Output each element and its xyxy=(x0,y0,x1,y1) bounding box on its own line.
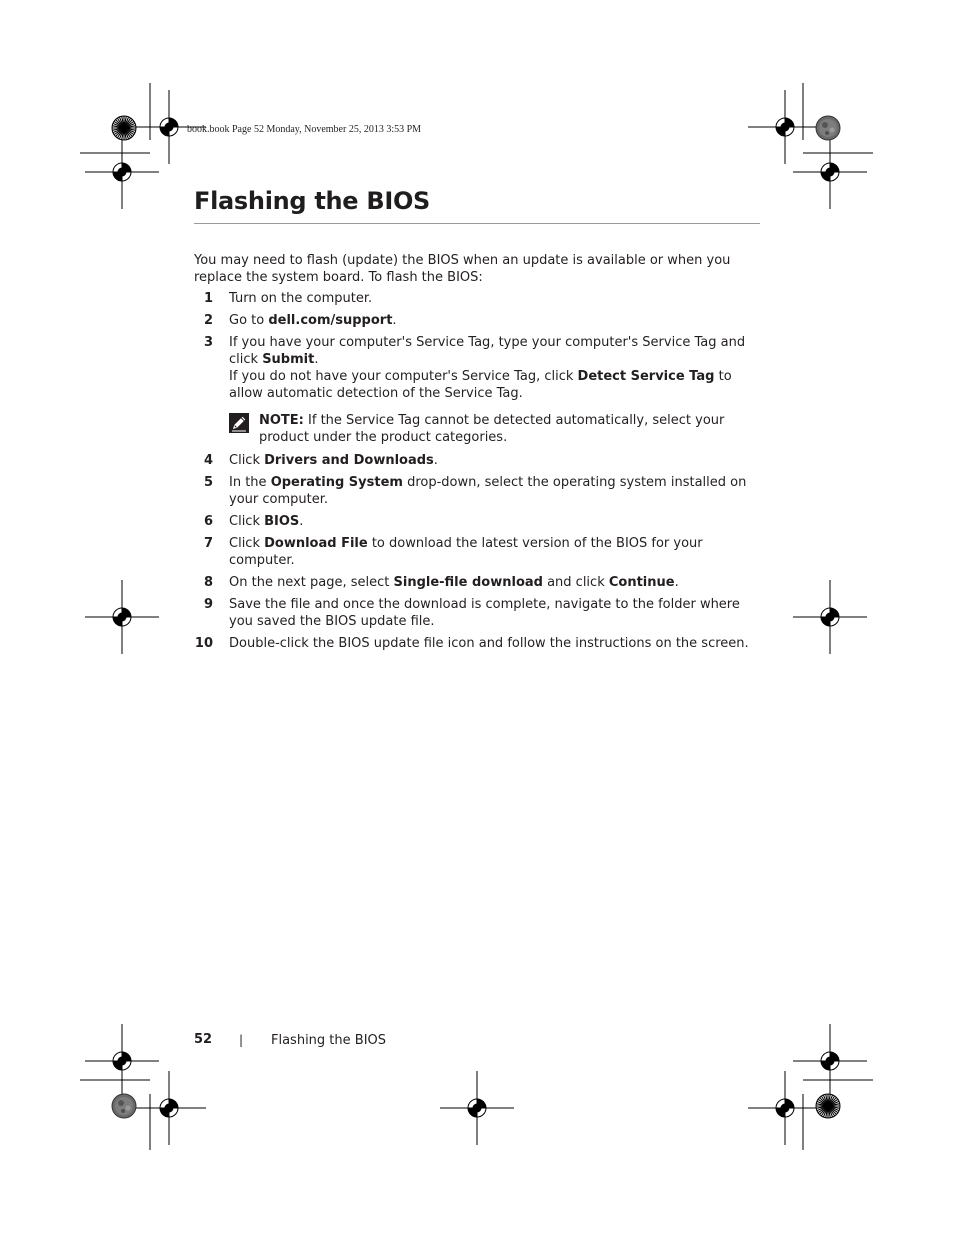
support-url: dell.com/support xyxy=(268,313,393,328)
step-number: 9 xyxy=(203,597,213,612)
step-6 xyxy=(194,513,762,530)
step-9 xyxy=(194,596,762,630)
step-3-subtext: If you do not have your computer's Service Tag, click Detect Service Tag to allow automatic detection of the Service Tag. xyxy=(229,369,732,401)
step-text: Go to dell.com/support. xyxy=(229,313,397,328)
step-number: 2 xyxy=(203,313,213,328)
step-text: Double-click the BIOS update file icon and follow the instructions on the screen. xyxy=(229,636,749,651)
step-text: Save the file and once the download is complete, navigate to the folder where you saved the BIOS update file. xyxy=(229,597,740,629)
step-text: In the Operating System drop-down, select the operating system installed on your computer. xyxy=(229,475,747,507)
step-8 xyxy=(194,574,762,591)
footer-section-title: Flashing the BIOS xyxy=(271,1033,387,1048)
step-text: Click BIOS. xyxy=(229,514,304,529)
operating-system-label: Operating System xyxy=(270,475,403,490)
step-number: 3 xyxy=(203,335,213,350)
step-10 xyxy=(194,635,762,652)
step-text: Click Download File to download the latest version of the BIOS for your computer. xyxy=(229,536,703,568)
intro-paragraph: You may need to flash (update) the BIOS when an update is available or when you replace the system board. To flash the BIOS: xyxy=(194,253,731,285)
note-label: NOTE: xyxy=(259,413,304,428)
step-7 xyxy=(194,535,762,569)
continue-label: Continue xyxy=(608,575,675,590)
bios-label: BIOS xyxy=(264,514,300,529)
page-title: Flashing the BIOS xyxy=(194,187,431,215)
step-4 xyxy=(194,452,762,469)
step-text: Click Drivers and Downloads. xyxy=(229,453,438,468)
step-text: Turn on the computer. xyxy=(229,291,373,306)
step-5 xyxy=(194,474,762,508)
document-body xyxy=(194,252,762,657)
note-block xyxy=(229,412,762,446)
page-number: 52 xyxy=(194,1032,213,1047)
step-1 xyxy=(194,290,762,307)
step-3 xyxy=(194,334,762,446)
drivers-downloads-label: Drivers and Downloads xyxy=(264,453,434,468)
download-file-label: Download File xyxy=(264,536,368,551)
step-text: On the next page, select Single-file download and click Continue. xyxy=(229,575,679,590)
detect-service-tag-label: Detect Service Tag xyxy=(577,369,715,384)
print-header-line: book.book Page 52 Monday, November 25, 2013 3:53 PM xyxy=(187,124,422,135)
step-number: 7 xyxy=(203,536,213,551)
submit-label: Submit xyxy=(262,352,315,367)
step-number: 4 xyxy=(203,453,213,468)
single-file-download-label: Single-file download xyxy=(393,575,543,590)
pencil-note-icon xyxy=(229,413,249,433)
step-text: If you have your computer's Service Tag, type your computer's Service Tag and click Submit. xyxy=(229,335,746,367)
title-rule xyxy=(194,223,760,224)
step-number: 1 xyxy=(203,291,213,306)
note-text: NOTE: If the Service Tag cannot be detected automatically, select your product under the product categories. xyxy=(259,413,725,445)
step-number: 6 xyxy=(203,514,213,529)
step-number: 5 xyxy=(203,475,213,490)
step-number: 10 xyxy=(194,636,213,651)
step-number: 8 xyxy=(203,575,213,590)
footer-separator: | xyxy=(239,1033,244,1047)
step-2 xyxy=(194,312,762,329)
